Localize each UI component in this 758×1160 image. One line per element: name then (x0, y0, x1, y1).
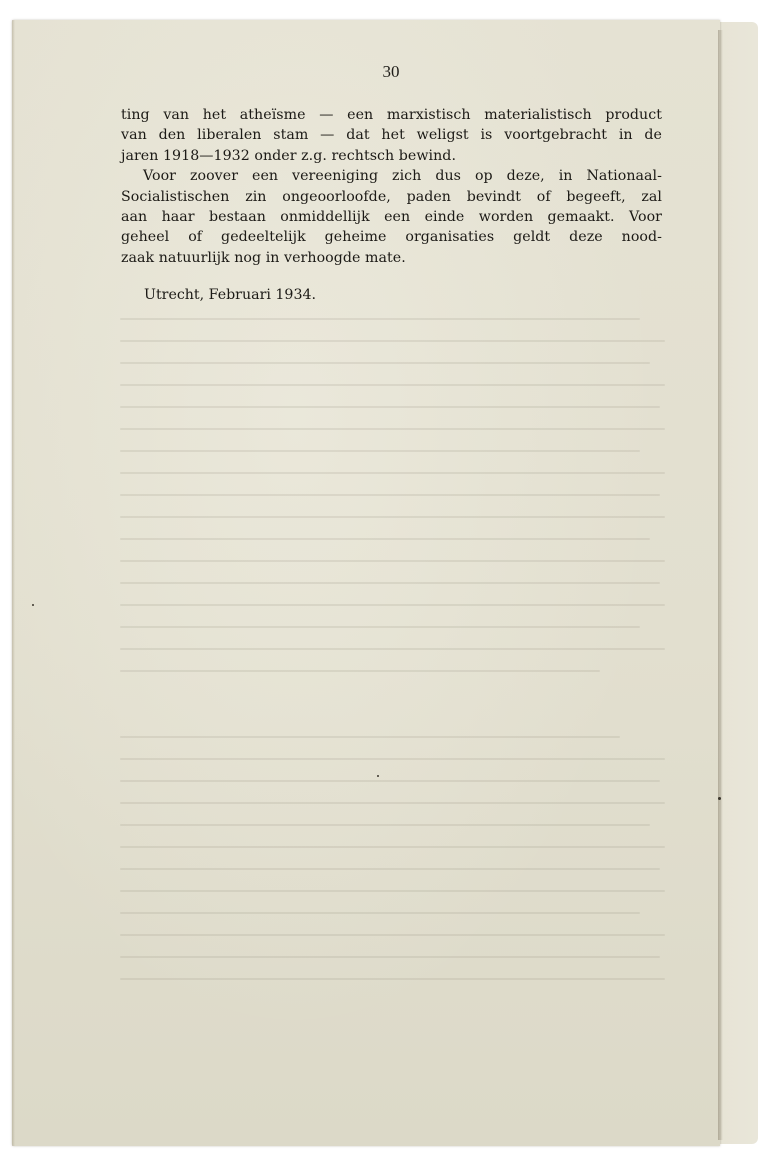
body-text (121, 105, 662, 268)
paper-speck (718, 797, 721, 800)
paragraph-2-line-3: aan haar bestaan onmiddellijk een einde worden gemaakt. Voor (121, 209, 662, 226)
page-number: 30 (382, 62, 400, 81)
paper-speck (377, 775, 379, 777)
paragraph-1-line-1: ting van het atheïsme — een marxistisch materialistisch product (121, 107, 662, 123)
place-date-signoff: Utrecht, Februari 1934. (144, 287, 317, 303)
paragraph-1-line-2: van den liberalen stam — dat het weligst is voortgebracht in de (121, 127, 662, 144)
page-fold-shadow (718, 30, 723, 1140)
paragraph-2-line-4: geheel of gedeeltelijk geheime organisaties geldt deze nood- (121, 229, 662, 246)
paragraph-2-line-1: Voor zoover een vereeniging zich dus op deze, in Nationaal- (143, 168, 662, 185)
paper-speck (32, 604, 34, 606)
paragraph-2-line-2: Socialistischen zin ongeoorloofde, paden bevindt of begeeft, zal (121, 188, 662, 205)
paragraph-1-line-3: jaren 1918—1932 onder z.g. rechtsch bewind. (121, 147, 457, 164)
paragraph-2-line-5: zaak natuurlijk nog in verhoogde mate. (121, 249, 406, 266)
page-left-edge (12, 20, 15, 1146)
